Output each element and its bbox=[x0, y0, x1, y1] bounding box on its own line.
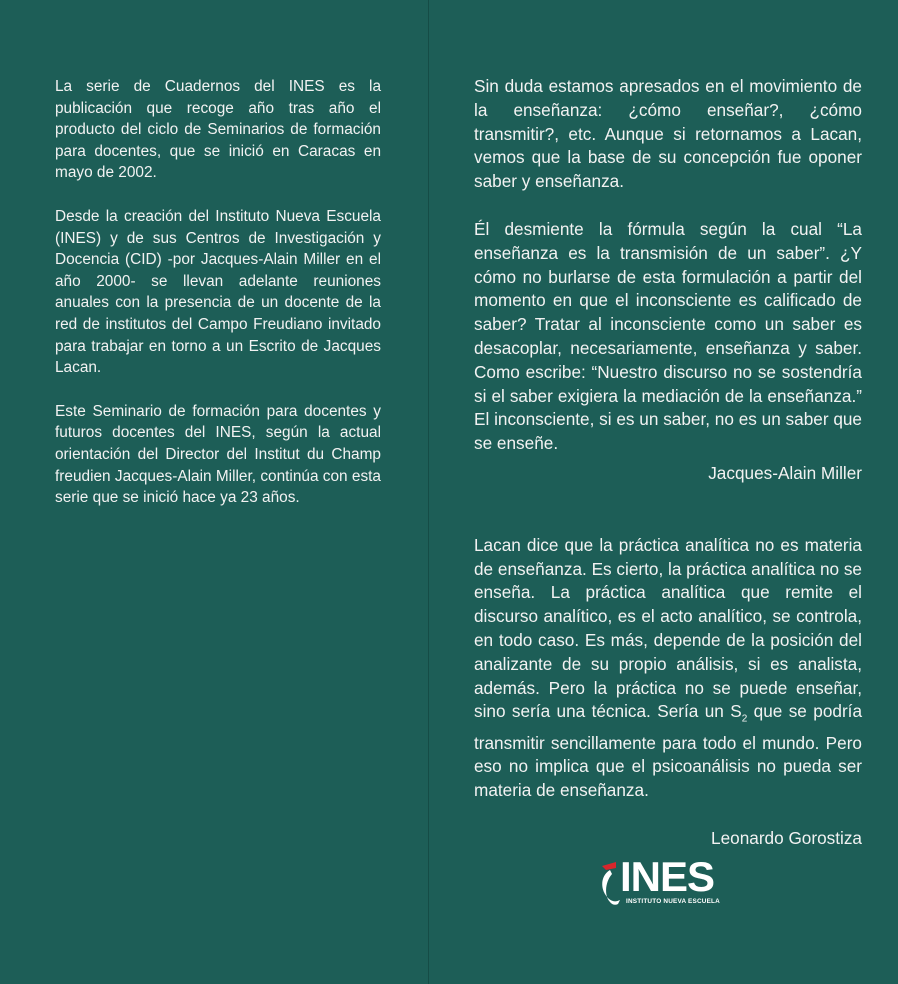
quote2-author: Leonardo Gorostiza bbox=[711, 827, 862, 848]
left-paragraph-2: Desde la creación del Instituto Nueva Escuela (INES) y de sus Centros de Investigación y Docencia (CID) -por Jacques-Alain Miller en el año 2000- se llevan adelante reuniones anuales con la presencia de un docente de la red de institutos del Campo Freudiano invitado para trabajar en torno a un Escrito de Jacques Lacan. bbox=[55, 207, 381, 377]
ines-logo bbox=[596, 853, 736, 910]
quote1-paragraph-1: Sin duda estamos apresados en el movimiento de la enseñanza: ¿cómo enseñar?, ¿cómo transmitir?, etc. Aunque si retornamos a Lacan, vemos que la base de su concepción fue oponer saber y enseñanza. bbox=[474, 76, 862, 192]
quote2-text-after: que se podría transmitir sencillamente para todo el mundo. Pero eso no implica que el psicoanálisis no pueda ser materia de enseñanza. bbox=[474, 701, 862, 801]
page-fold-divider bbox=[428, 0, 429, 984]
quote1-paragraph-2: Él desmiente la fórmula según la cual “La enseñanza es la transmisión de un saber”. ¿Y cómo no burlarse de esta formulación a partir del momento en que el inconsciente es calificado de saber? Tratar al inconsciente como un saber es desacoplar, necesariamente, enseñanza y saber. Como escribe: “Nuestro discurso no se sostendría si el saber exigiera la mediación de la enseñanza.” El inconsciente, si es un saber, no es un saber que se enseñe. bbox=[474, 218, 862, 454]
ines-subtitle: INSTITUTO NUEVA ESCUELA bbox=[626, 898, 720, 905]
right-column bbox=[474, 75, 862, 851]
quote2-text-before: Lacan dice que la práctica analítica no es materia de enseñanza. Es cierto, la práctica analítica no se enseña. La práctica analítica que remite el discurso analítico, es el acto analítico, se controla, en todo caso. Es más, depende de la posición del analizante de su propio análisis, si es analista, además. Pero la práctica no se puede enseñar, sino sería una técnica. Sería un bbox=[474, 534, 862, 722]
left-column bbox=[55, 76, 381, 509]
left-paragraph-3: Este Seminario de formación para docentes y futuros docentes del INES, según la actual orientación del Director del Institut du Champ freudien Jacques-Alain Miller, continúa con esta serie que se inició hace ya 23 años. bbox=[55, 402, 381, 507]
s2-symbol: $S_2$ bbox=[730, 701, 748, 725]
quote2-paragraph bbox=[474, 534, 862, 803]
quote1-author: Jacques-Alain Miller bbox=[708, 462, 862, 483]
ines-wordmark: INES bbox=[620, 853, 715, 900]
left-paragraph-1: La serie de Cuadernos del INES es la publicación que recoge año tras año el producto del ciclo de Seminarios de formación para docentes, que se inició en Caracas en mayo de 2002. bbox=[55, 78, 381, 182]
